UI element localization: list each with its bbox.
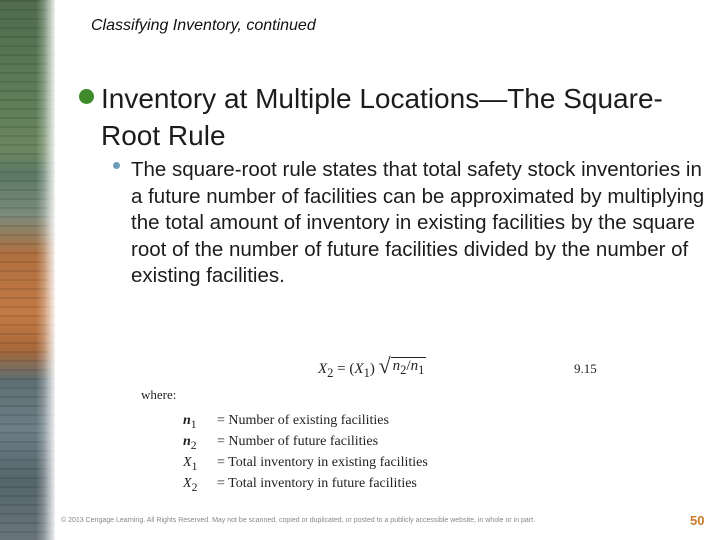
definition-row [183,452,428,473]
formula-num-sub: 2 [400,363,407,377]
formula-num: n [392,358,401,374]
sub-bullet-icon [113,162,120,169]
definition-text: = Number of future facilities [217,434,379,449]
bullet-icon [79,89,94,104]
body-paragraph: The square-root rule states that total safety stock inventories in a future number of facilities can be approximated by multiplying the total amount of inventory in existing facilities by the square root of the number of future facilities divided by the number of existing facilities. [131,158,705,287]
definition-symbol: $X_1$ [183,455,198,473]
formula-eq: = ( [333,361,355,377]
definition-text: = Number of existing facilities [217,413,389,428]
formula-lhs-sub: 2 [327,366,334,380]
definition-text: = Total inventory in future facilities [217,476,417,491]
formula-slash: / [406,358,411,374]
definition-symbol: $n_2$ [183,434,197,452]
slide-header: Classifying Inventory, continued [91,17,316,34]
definition-symbol: $X_2$ [183,476,198,494]
formula-lhs: X [318,361,328,377]
formula-var-sub: 1 [363,366,370,380]
slide-heading: Inventory at Multiple Locations—The Square-Root Rule [101,83,663,151]
equation-number: 9.15 [574,361,597,376]
definition-text: = Total inventory in existing facilities [217,455,428,470]
sqrt-expression [378,353,427,378]
formula-close: ) [369,361,375,377]
definition-row [183,473,428,494]
page-number: 50 [690,513,705,528]
formula-den-sub: 1 [418,363,425,377]
decorative-container-photo-strip [0,0,55,540]
definition-row [183,431,428,452]
where-label: where: [141,387,177,402]
square-root-formula [318,353,426,381]
definition-row [183,410,428,431]
formula-den: n [410,358,419,374]
definition-symbol: $n_1$ [183,413,197,431]
radicand [391,357,427,378]
copyright-footer: © 2013 Cengage Learning. All Rights Reserved. May not be scanned, copied or duplicated, or posted to a publicly accessible website, in whole or in part. [61,517,536,524]
formula-var: X [354,361,364,377]
radical-icon: √ [378,353,391,378]
variable-definitions [183,410,428,494]
